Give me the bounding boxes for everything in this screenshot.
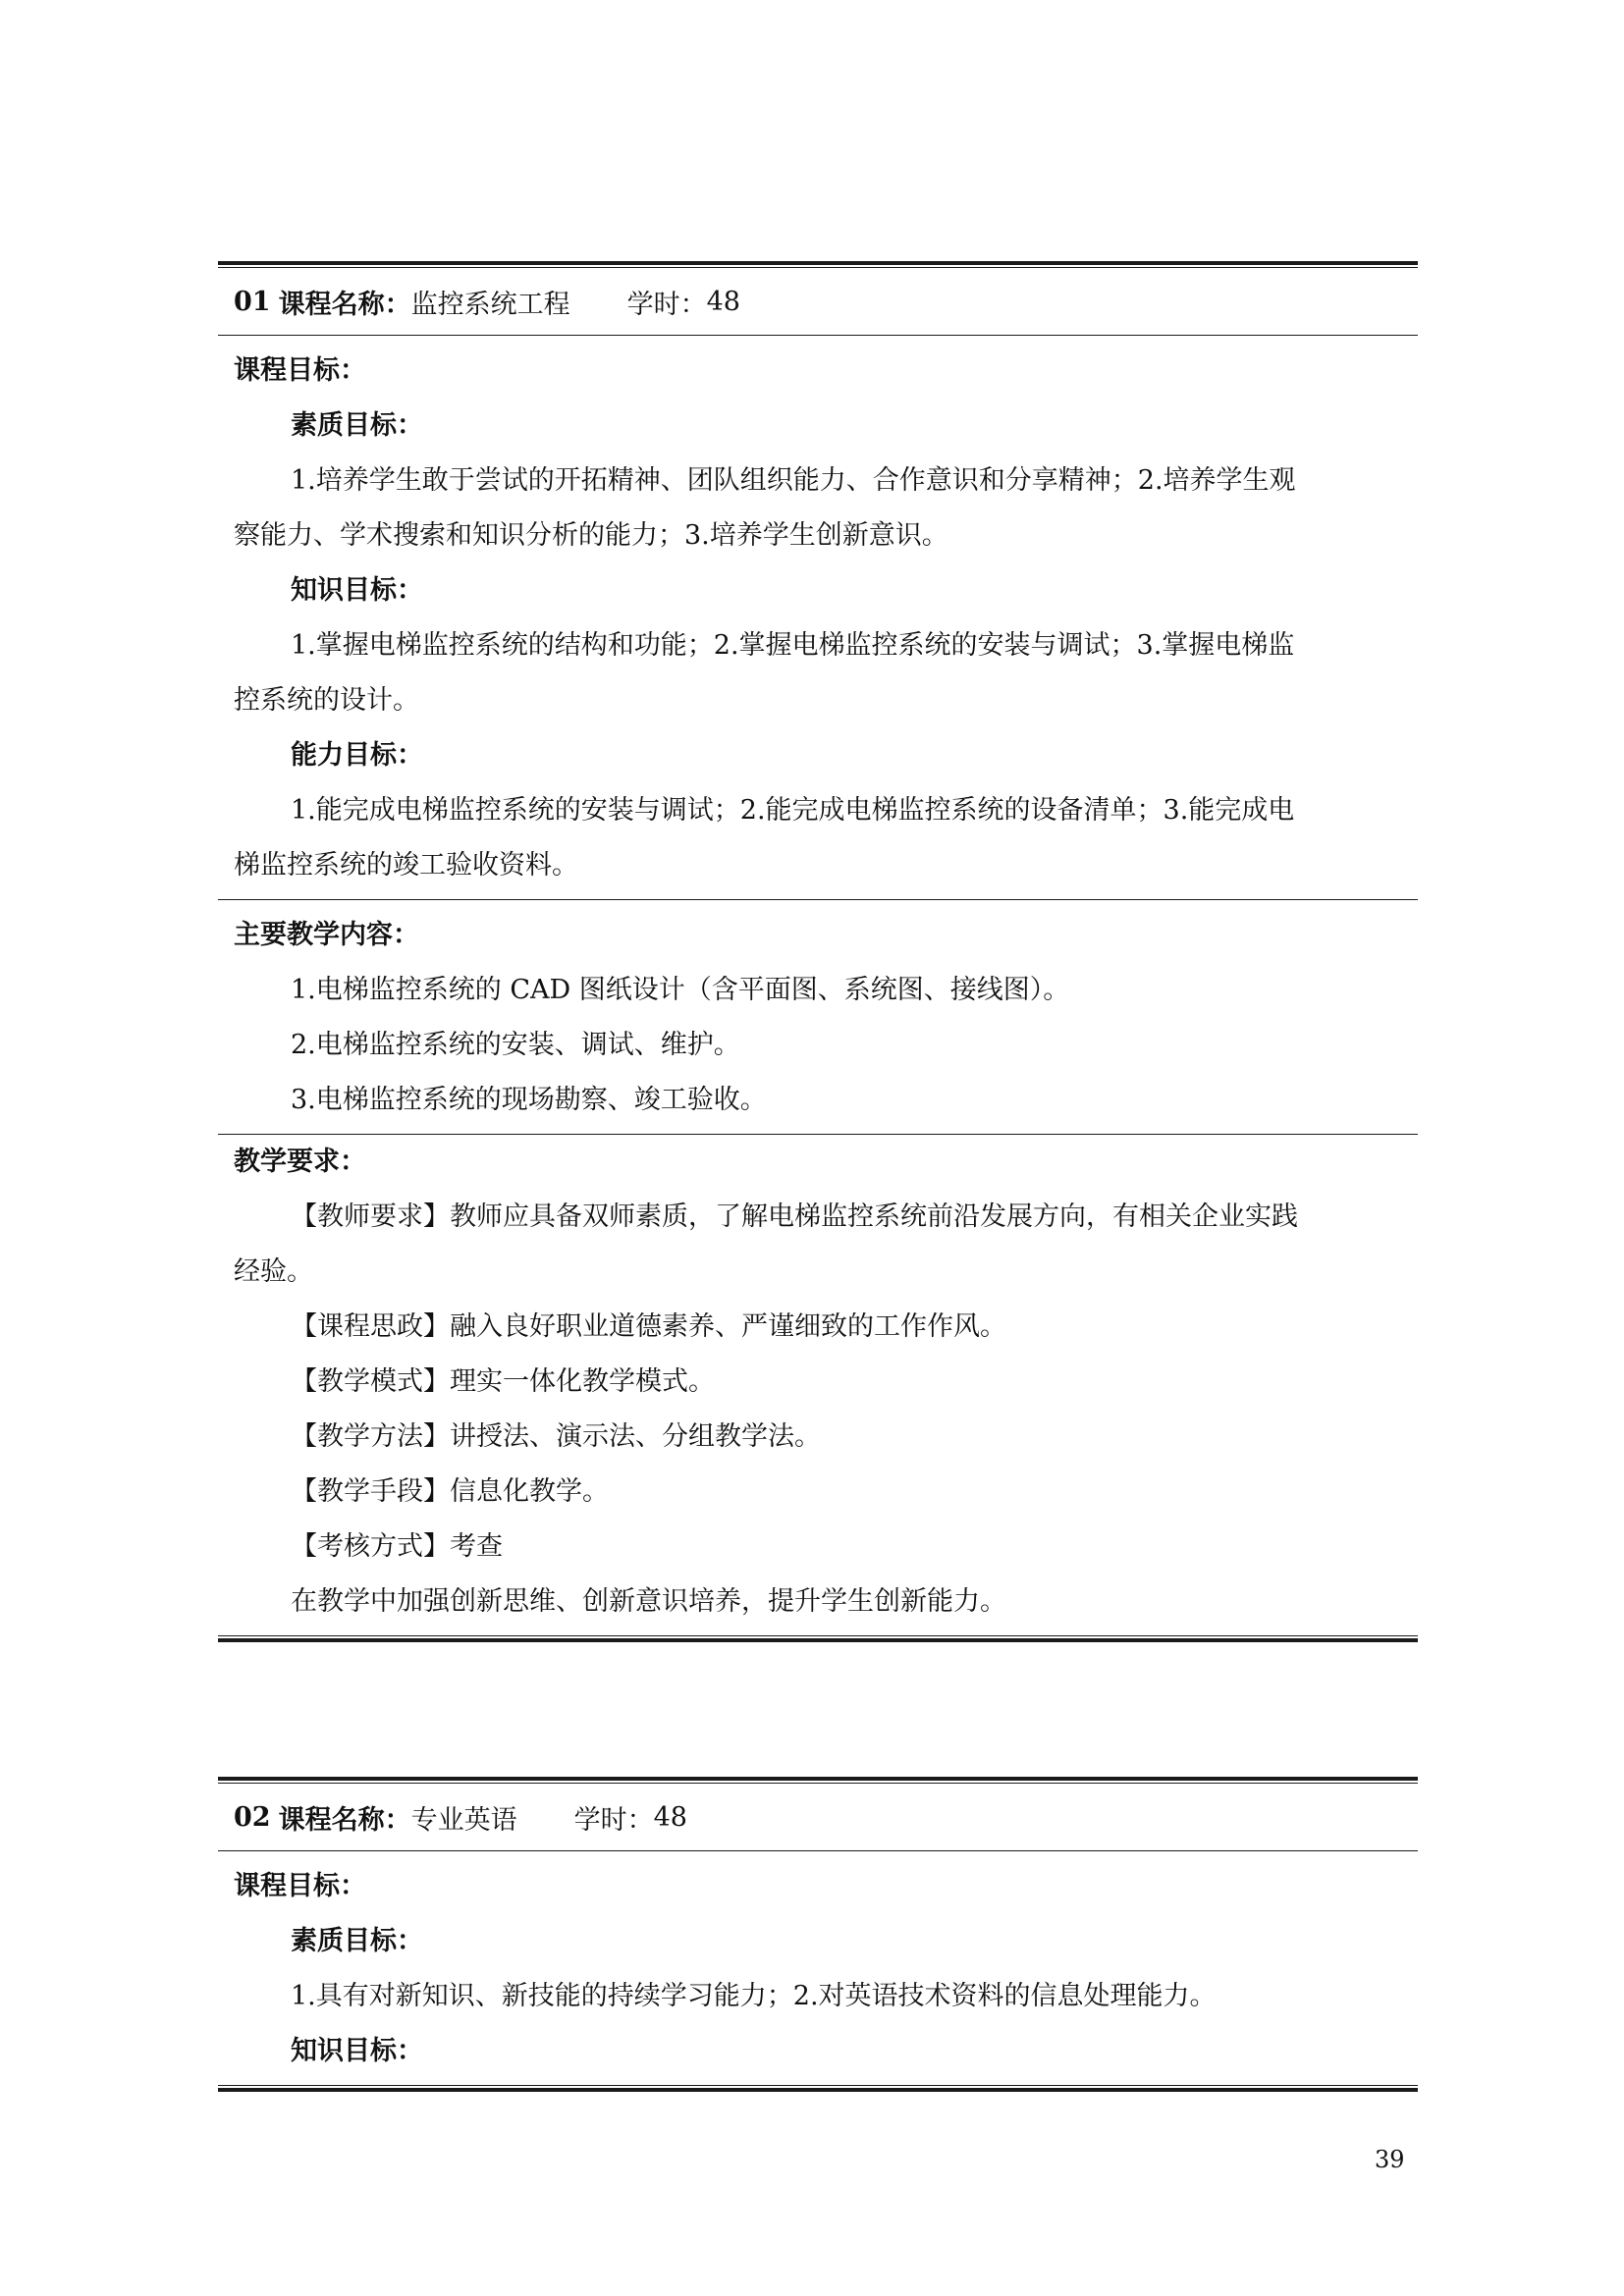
- bottom-double-rule: [218, 1635, 1418, 1642]
- teaching-content-section: [218, 900, 1418, 1134]
- quality-goals-heading: 素质目标：: [291, 410, 423, 441]
- ability-goals-line: 1.能完成电梯监控系统的安装与调试；2.能完成电梯监控系统的设备清单；3.能完成电: [291, 795, 1295, 826]
- course-block-02: [218, 1777, 1418, 2092]
- requirement-line: 经验。: [234, 1256, 313, 1287]
- requirement-item: 在教学中加强创新思维、创新意识培养，提升学生创新能力。: [291, 1586, 1006, 1617]
- teaching-content-heading: 主要教学内容：: [234, 920, 419, 950]
- ability-goals-heading: 能力目标：: [291, 740, 423, 771]
- quality-goals-line: 察能力、学术搜索和知识分析的能力；3.培养学生创新意识。: [234, 520, 948, 551]
- requirement-line: 【教师要求】教师应具备双师素质，了解电梯监控系统前沿发展方向，有相关企业实践: [291, 1201, 1298, 1232]
- content-item: 3.电梯监控系统的现场勘察、竣工验收。: [291, 1085, 767, 1115]
- knowledge-goals-line: 控系统的设计。: [234, 685, 419, 716]
- course-hours: 48: [706, 286, 740, 317]
- course-block-01: [218, 261, 1418, 1642]
- course-header: [218, 1784, 1418, 1850]
- quality-goals-line: 1.培养学生敢于尝试的开拓精神、团队组织能力、合作意识和分享精神；2.培养学生观: [291, 465, 1296, 496]
- course-hours-label: 学时：: [626, 289, 707, 320]
- course-hours-label: 学时：: [573, 1804, 654, 1836]
- course-header: [218, 268, 1418, 335]
- requirement-item: 【教学模式】理实一体化教学模式。: [291, 1366, 715, 1397]
- course-goals-heading: 课程目标：: [234, 355, 366, 386]
- course-hours: 48: [653, 1801, 687, 1833]
- content-item: 2.电梯监控系统的安装、调试、维护。: [291, 1030, 740, 1060]
- requirement-item: 【教学方法】讲授法、演示法、分组教学法。: [291, 1421, 821, 1452]
- teaching-requirements-section: [218, 1135, 1418, 1635]
- course-goals-section: [218, 1851, 1418, 2085]
- page-number: 39: [1375, 2146, 1405, 2173]
- requirement-item: 【考核方式】考查: [291, 1531, 503, 1562]
- teaching-requirements-heading: 教学要求：: [234, 1147, 366, 1177]
- knowledge-goals-line: 1.掌握电梯监控系统的结构和功能；2.掌握电梯监控系统的安装与调试；3.掌握电梯监: [291, 630, 1295, 661]
- requirement-item: 【课程思政】融入良好职业道德素养、严谨细致的工作作风。: [291, 1311, 1006, 1342]
- ability-goals-line: 梯监控系统的竣工验收资料。: [234, 850, 578, 881]
- bottom-double-rule: [218, 2085, 1418, 2092]
- requirement-item: 【教学手段】信息化教学。: [291, 1476, 609, 1507]
- course-name: 专业英语: [410, 1804, 517, 1836]
- course-goals-heading: 课程目标：: [234, 1871, 366, 1901]
- content-item: 1.电梯监控系统的 CAD 图纸设计（含平面图、系统图、接线图）。: [291, 975, 1070, 1005]
- quality-goals-heading: 素质目标：: [291, 1926, 423, 1956]
- course-name-label: 课程名称：: [278, 289, 411, 320]
- top-double-rule: [218, 261, 1418, 268]
- course-number: 02: [234, 1801, 271, 1833]
- course-name: 监控系统工程: [410, 289, 570, 320]
- knowledge-goals-heading: 知识目标：: [291, 575, 423, 606]
- course-name-label: 课程名称：: [278, 1804, 411, 1836]
- knowledge-goals-heading: 知识目标：: [291, 2036, 423, 2066]
- top-double-rule: [218, 1777, 1418, 1784]
- course-goals-section: [218, 336, 1418, 899]
- quality-goals-line: 1.具有对新知识、新技能的持续学习能力；2.对英语技术资料的信息处理能力。: [291, 1981, 1217, 2011]
- course-number: 01: [234, 286, 271, 317]
